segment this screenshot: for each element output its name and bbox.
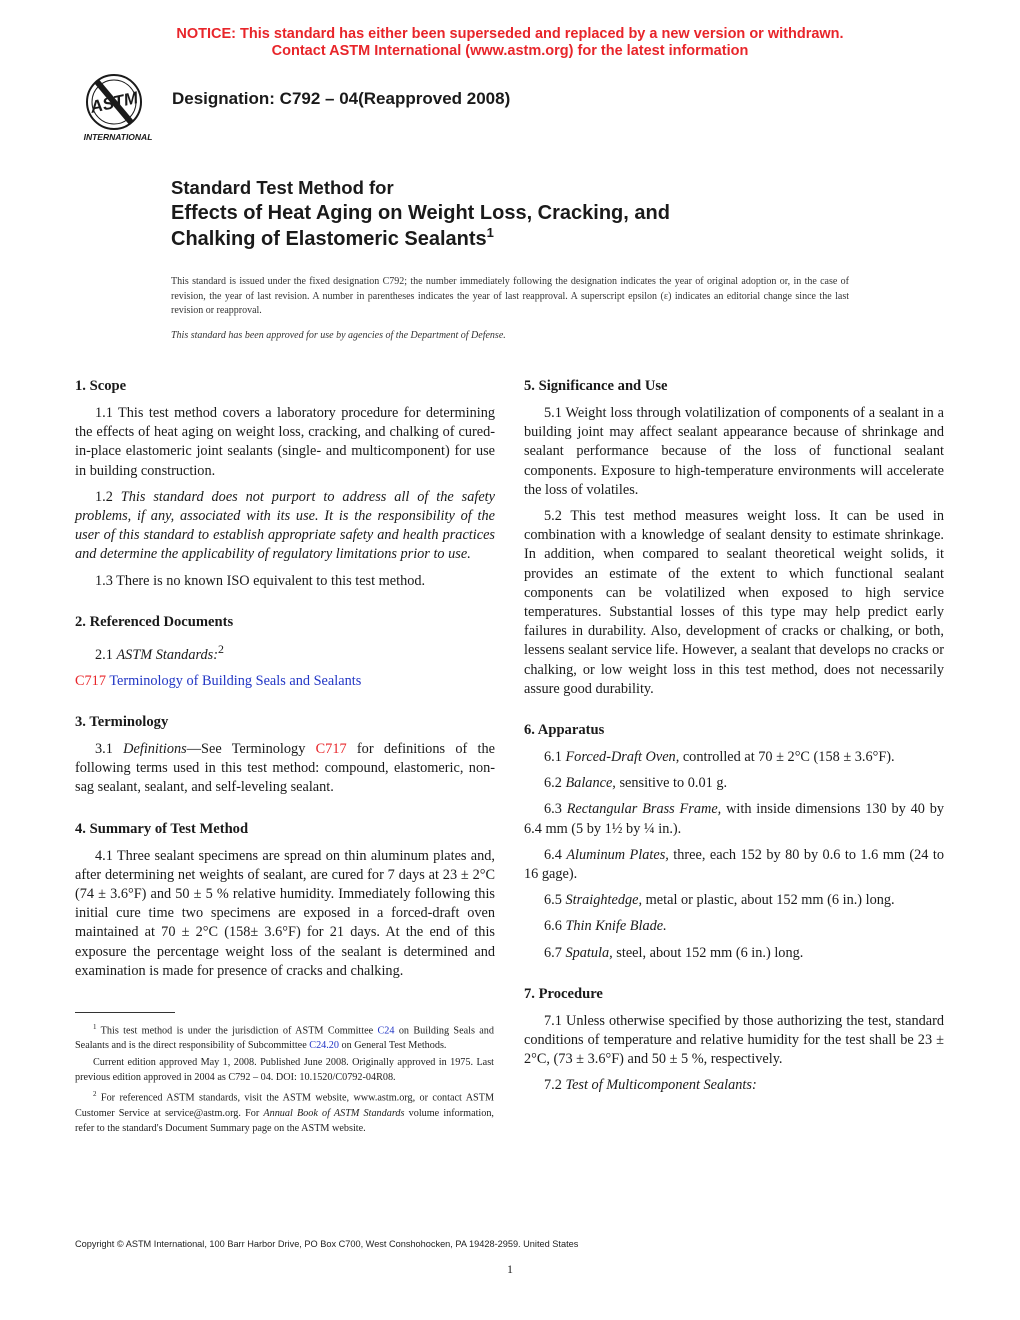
notice-line-2: Contact ASTM International (www.astm.org) for the latest information [271,43,749,59]
section-significance [524,376,944,699]
para-text: steel, about 152 mm (6 in.) long. [612,944,804,961]
footnote-2 [75,1087,494,1135]
para-text: controlled at 70 ± 2°C (158 ± 3.6°F). [679,749,895,766]
term: Balance, [565,775,616,792]
para-number: 6.2 [544,775,566,792]
paragraph: 7.1 Unless otherwise specified by those authorizing the test, standard conditions of temperature and relative humidity for the test shall be 23 ± 2°C, (73 ± 3.6°F) and 50 ± 5 %, respectively. [524,1012,944,1068]
section-heading: 2. Referenced Documents [75,613,234,630]
para-number: 7.2 [544,1077,566,1094]
title-line-2-text: Chalking of Elastomeric Sealants [171,228,487,250]
apparatus-item [524,748,944,767]
reference-code-link[interactable]: C717 [315,741,347,757]
para-text: three, each 152 by 80 by 0.6 to 1.6 mm (24 to 16 gage). [524,846,945,883]
paragraph: 1.3 There is no known ISO equivalent to this test method. [95,572,426,589]
section-procedure [524,984,944,1096]
para-number: 2.1 [95,646,117,663]
reference-title-link[interactable]: Terminology of Building Seals and Sealants [109,672,362,689]
section-scope [75,376,495,591]
paragraph [75,740,495,798]
right-column [524,376,944,1117]
section-heading: 5. Significance and Use [524,378,668,394]
term: Straightedge, [565,892,643,909]
astm-logo [74,72,162,144]
paragraph [75,640,495,665]
para-text: with inside dimensions 130 by 40 by 6.4 mm (5 by 1½ by ¼ in.). [524,801,944,837]
para-italic: ASTM Standards: [116,646,218,663]
apparatus-item [524,774,944,793]
para-number: 6.4 [544,846,567,863]
footnote-1 [75,1020,494,1053]
footnote-text: For referenced ASTM standards, visit the ASTM website, www.astm.org, or contact ASTM Customer Service at service@astm.org. For [75,1092,494,1119]
apparatus-item [524,800,944,838]
footnote-1-edition: Current edition approved May 1, 2008. Published June 2008. Originally approved in 1975. Last previous edition approved in 2004 as C792 – 04. DOI: 10.1520/C0792-04R08. [75,1057,494,1084]
para-text: sensitive to 0.01 g. [615,775,728,792]
para-text: —See Terminology [186,741,316,757]
term: Test of Multicomponent Sealants: [565,1077,757,1094]
page-number: 1 [507,1262,513,1276]
para-number: 6.7 [544,944,566,961]
issued-note: This standard is issued under the fixed designation C792; the number immediately following the designation indicates the year of original adoption or, in the case of revision, the year of last revision. A number in parentheses indicates the year of last reapproval. A superscript epsilon (ε) indicates an editorial change since the last revision or reapproval. [171,276,849,317]
para-text: metal or plastic, about 152 mm (6 in.) long. [642,892,895,909]
footnote-text: on Building Seals and Sealants and is the direct responsibility of Subcommittee [75,1025,494,1052]
footnote-marker: 1 [93,1023,97,1031]
section-heading: 1. Scope [75,378,127,394]
subcommittee-link[interactable]: C24.20 [309,1040,339,1052]
paragraph: 4.1 Three sealant specimens are spread on thin aluminum plates and, after determining net weights of sealant, are cured for 7 days at 23 ± 2°C (74 ± 3.6°F) and 50 ± 5 % relative humidity. Immediately following this initial cure time two specimens are exposed in a forced-draft oven maintained at 70 ± 2°C (158± 3.6°F) for 21 days. At the end of this exposure the percentage weight loss of the sealant is determined and examination is made for presence of cracks and chalking. [75,847,495,979]
footnote-text: This test method is under the jurisdiction of ASTM Committee [96,1025,378,1037]
section-apparatus [524,720,944,963]
reference-code-link[interactable]: C717 [75,672,106,689]
section-terminology [75,712,495,798]
approved-note: This standard has been approved for use by agencies of the Department of Defense. [171,330,506,341]
document-title [171,176,670,252]
paragraph: 1.1 This test method covers a laboratory procedure for determining the effects of heat aging on weight loss, cracking, and chalking of cured-in-place elastomeric joint sealants (single- and multicomponent) for use in building construction. [75,405,495,479]
notice-line-1: NOTICE: This standard has either been superseded and replaced by a new version or withdrawn. [176,26,844,42]
term: Aluminum Plates, [566,846,669,863]
term: Spatula, [565,944,613,961]
term: Rectangular Brass Frame, [566,801,722,818]
apparatus-item [524,846,944,884]
para-number: 6.3 [544,801,567,818]
footnote-text: volume information, refer to the standard's Document Summary page on the ASTM website. [75,1107,494,1134]
footnote-divider [75,1012,175,1013]
paragraph [75,488,495,565]
astm-logo-subtitle: INTERNATIONAL [83,132,153,142]
term: Definitions [123,741,187,757]
para-number: 6.5 [544,892,566,909]
title-prefix: Standard Test Method for [171,177,394,198]
apparatus-item [524,917,944,936]
footnote-italic: Annual Book of ASTM Standards [263,1107,405,1119]
apparatus-item [524,944,944,963]
paragraph [524,1076,944,1095]
footnote-text: on General Test Methods. [339,1040,447,1052]
title-line-1: Effects of Heat Aging on Weight Loss, Cracking, and [171,202,670,224]
astm-logo-text: ASTM [88,88,140,117]
copyright: Copyright © ASTM International, 100 Barr Harbor Drive, PO Box C700, West Conshohocken, PA 19428-2959. United States [75,1239,579,1249]
apparatus-item [524,891,944,910]
para-text: for definitions of the following terms used in this test method: compound, elastomeric, non-sag sealant, sealant, and self-leveling sealant. [75,741,495,796]
para-number: 6.1 [544,749,566,766]
designation: Designation: C792 – 04(Reapproved 2008) [172,89,511,108]
left-column [75,376,495,1002]
section-heading: 4. Summary of Test Method [75,820,249,837]
para-italic: This standard does not purport to address all of the safety problems, if any, associated with its use. It is the responsibility of the user of this standard to establish appropriate safety and health practices and determine the applicability of regulatory limitations prior to use. [75,488,495,563]
title-footnote-ref: 1 [486,225,494,240]
section-heading: 7. Procedure [524,985,603,1002]
para-number: 6.6 [544,918,566,935]
para-number: 3.1 [95,741,124,757]
committee-link[interactable]: C24 [377,1025,395,1037]
section-heading: 6. Apparatus [524,722,605,739]
footnote-ref: 2 [218,641,224,656]
footnote-marker: 2 [93,1090,97,1099]
notice-banner [0,26,1020,60]
footnotes [75,1020,494,1138]
section-referenced-documents [75,612,495,691]
paragraph: 5.2 This test method measures weight loss. It can be used in combination with a knowledge of sealant density to estimate shrinkage. In addition, when compared to sealant theoretical weight solids, it provides an estimate of the extent to which functional sealant components can be volatilized when exposed to high service temperatures. Substantial losses of this type may help predict early failures in durability. Also, development of cracks or chalking, or both, lessens sealant service life. However, a sealant that develops no cracks or chalking, or low weight loss in this test method, does not necessarily assure good durability. [524,508,944,697]
term: Thin Knife Blade. [565,918,667,935]
section-heading: 3. Terminology [75,714,169,730]
paragraph: 5.1 Weight loss through volatilization of components of a sealant in a building joint may affect sealant appearance because of shrinkage and sealant performance because of the loss of functional sealant components. Exposure to high-temperature environments will accelerate the loss of volatiles. [524,405,944,498]
reference-entry [75,672,495,691]
term: Forced-Draft Oven, [565,749,680,766]
section-summary [75,819,495,981]
title-line-2 [171,226,670,252]
para-number: 1.2 [95,488,121,505]
